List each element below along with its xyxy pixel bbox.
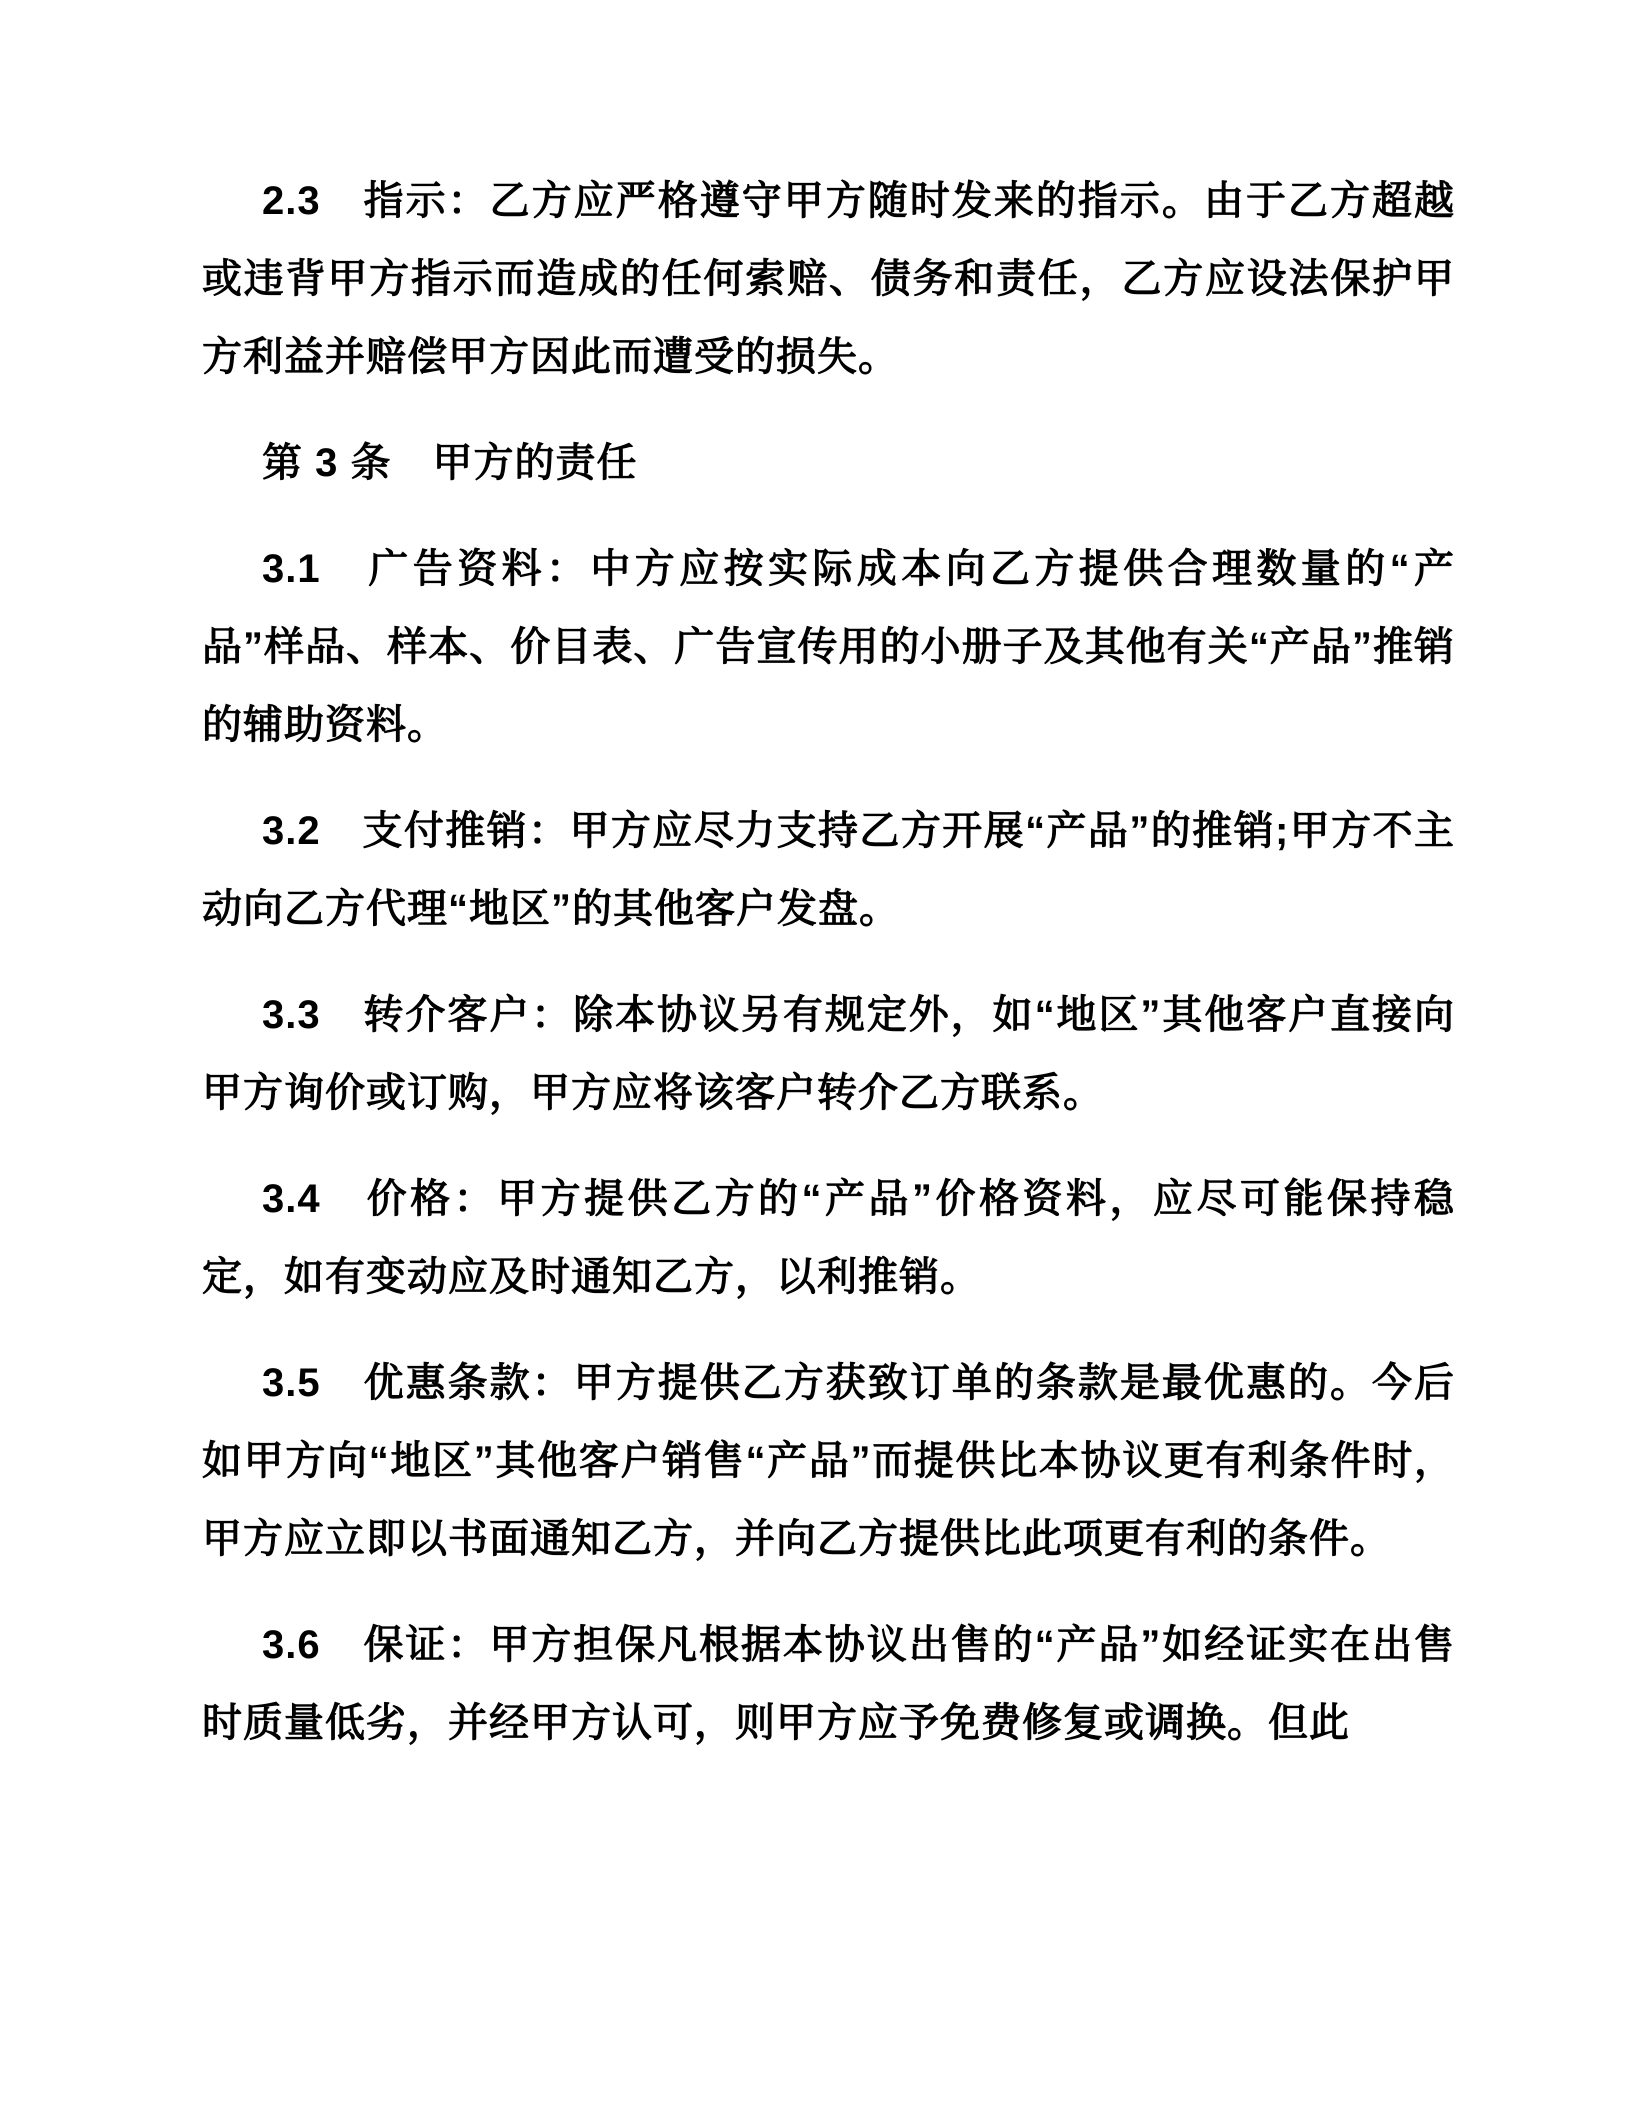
- paragraph-clause-3-2: 3.2 支付推销：甲方应尽力支持乙方开展“产品”的推销;甲方不主动向乙方代理“地区”的其他客户发盘。: [202, 809, 1455, 931]
- paragraph-clause-3-5: 3.5 优惠条款：甲方提供乙方获致订单的条款是最优惠的。今后如甲方向“地区”其他客户销售“产品”而提供比本协议更有利条件时，甲方应立即以书面通知乙方，并向乙方提供比此项更有利的条件。: [202, 1361, 1455, 1561]
- paragraph-clause-3-4: 3.4 价格：甲方提供乙方的“产品”价格资料，应尽可能保持稳定，如有变动应及时通知乙方，以利推销。: [202, 1177, 1455, 1299]
- paragraph-clause-2-3: 2.3 指示：乙方应严格遵守甲方随时发来的指示。由于乙方超越或违背甲方指示而造成的任何索赔、债务和责任，乙方应设法保护甲方利益并赔偿甲方因此而遭受的损失。: [202, 179, 1455, 379]
- paragraph-clause-3-3: 3.3 转介客户：除本协议另有规定外，如“地区”其他客户直接向甲方询价或订购，甲方应将该客户转介乙方联系。: [202, 993, 1455, 1115]
- section-heading-article-3: 第 3 条 甲方的责任: [262, 441, 638, 485]
- paragraph-clause-3-1: 3.1 广告资料：中方应按实际成本向乙方提供合理数量的“产品”样品、样本、价目表、广告宣传用的小册子及其他有关“产品”推销的辅助资料。: [202, 547, 1455, 747]
- paragraph-clause-3-6: 3.6 保证：甲方担保凡根据本协议出售的“产品”如经证实在出售时质量低劣，并经甲方认可，则甲方应予免费修复或调换。但此: [202, 1623, 1455, 1745]
